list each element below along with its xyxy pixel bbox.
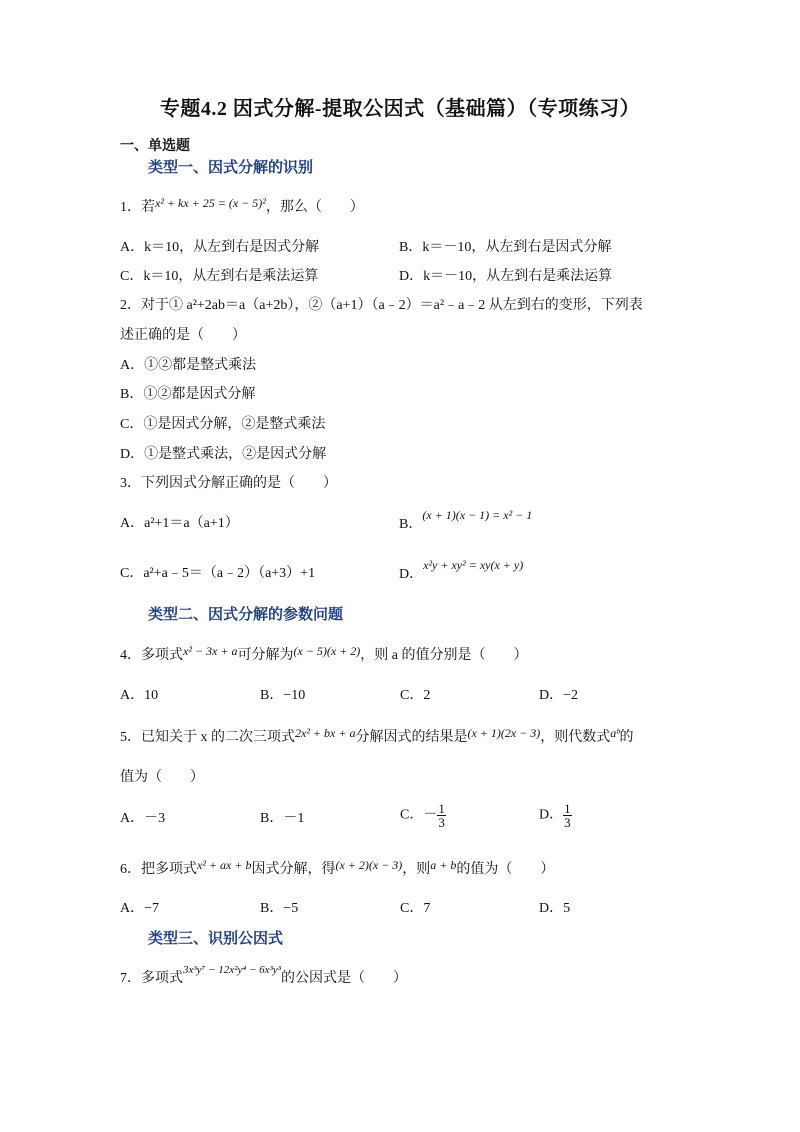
question-2-stem-line1: 2．对于① a²+2ab＝a（a+2b），②（a+1）（a﹣2）＝a²﹣a﹣2 从左到右的变形，下列表 (120, 298, 643, 313)
q6-option-d: D．5 (539, 901, 571, 916)
q4-option-a: A．10 (120, 688, 159, 703)
q5-number: 5．已知关于 x 的二次三项式 (120, 730, 295, 745)
q5-option-d (539, 802, 572, 829)
q6-tail-1: ，则 (402, 862, 431, 877)
question-4-stem (120, 646, 528, 665)
q3-option-d-label: D． (399, 567, 424, 582)
question-1-stem (120, 198, 364, 217)
q4-formula-1: x² − 3x + a (183, 644, 238, 658)
q1-option-c: C．k＝10，从左到右是乘法运算 (120, 269, 319, 284)
fraction-denominator: 3 (564, 815, 571, 830)
q6-formula-2: (x + 2)(x − 3) (335, 858, 403, 872)
q5-formula-2: (x + 1)(2x − 3) (467, 726, 541, 740)
q1-option-d: D．k＝－10，从左到右是乘法运算 (399, 269, 613, 284)
q3-option-c: C．a²+a﹣5＝（a﹣2）（a+3）+1 (120, 566, 316, 581)
q6-tail-2: 的值为（ ） (456, 862, 555, 877)
q1-number: 1．若 (120, 200, 155, 215)
q3-option-a: A．a²+1＝a（a+1） (120, 516, 239, 531)
fraction-denominator: 3 (438, 815, 445, 830)
q1-tail: ，那么（ ） (265, 200, 364, 215)
q5-option-d-label: D． (539, 807, 564, 823)
q1-formula: x² + kx + 25 = (x − 5)² (155, 196, 266, 210)
fraction-numerator: 1 (564, 801, 571, 816)
q5-option-d-fraction (563, 802, 572, 829)
question-5-stem-line1 (120, 728, 634, 747)
q3-option-b (399, 508, 533, 534)
q3-option-d (399, 558, 524, 584)
q5-option-b: B．－1 (260, 811, 305, 826)
q6-formula-3: a + b (430, 858, 457, 872)
q6-option-b: B．−5 (260, 901, 299, 916)
q5-option-c (400, 802, 446, 829)
q6-option-c: C．7 (400, 901, 431, 916)
q4-mid: 可分解为 (237, 648, 294, 663)
question-5-stem-line2: 值为（ ） (120, 770, 204, 785)
q1-option-b: B．k＝－10，从左到右是因式分解 (399, 240, 612, 255)
type-heading-2: 类型二、因式分解的参数问题 (148, 607, 344, 623)
q2-option-c: C．①是因式分解，②是整式乘法 (120, 417, 326, 432)
q3-option-b-formula: (x + 1)(x − 1) = x² − 1 (422, 508, 533, 522)
document-title: 专题4.2 因式分解-提取公因式（基础篇）（专项练习） (159, 98, 641, 120)
q3-option-b-label: B． (399, 517, 423, 532)
q2-option-d: D．①是整式乘法，②是因式分解 (120, 447, 327, 462)
question-7-stem (120, 964, 407, 988)
type-heading-1: 类型一、因式分解的识别 (148, 160, 314, 176)
q6-mid: 因式分解，得 (251, 862, 336, 877)
q1-option-a: A．k＝10，从左到右是因式分解 (120, 240, 320, 255)
question-3-stem: 3．下列因式分解正确的是（ ） (120, 476, 337, 491)
q4-number: 4．多项式 (120, 648, 183, 663)
q5-tail-1: ，则代数式 (540, 730, 611, 745)
q6-number: 6．把多项式 (120, 862, 197, 877)
q4-option-d: D．−2 (539, 688, 579, 703)
section-heading: 一、单选题 (120, 139, 190, 154)
q5-option-a: A．－3 (120, 811, 166, 826)
q5-formula-1: 2x² + bx + a (295, 726, 356, 740)
fraction-numerator: 1 (438, 801, 445, 816)
q2-option-b: B．①②都是因式分解 (120, 387, 256, 402)
type-heading-3: 类型三、识别公因式 (148, 931, 284, 947)
q7-formula: 3x³y⁷ − 12x²y⁴ − 6x³y³ (183, 964, 281, 976)
q4-tail: ，则 a 的值分别是（ ） (360, 648, 528, 663)
q2-option-a: A．①②都是整式乘法 (120, 358, 257, 373)
q7-tail: 的公因式是（ ） (280, 971, 407, 986)
q7-number: 7．多项式 (120, 971, 183, 986)
q5-mid: 分解因式的结果是 (355, 730, 468, 745)
q6-formula-1: x² + ax + b (197, 858, 252, 872)
question-2-stem-line2: 述正确的是（ ） (120, 328, 246, 343)
q5-option-c-fraction (437, 802, 446, 829)
q5-option-c-label: C．－ (400, 807, 438, 823)
q4-formula-2: (x − 5)(x + 2) (293, 644, 361, 658)
q4-option-c: C．2 (400, 688, 431, 703)
q3-option-d-formula: x²y + xy² = xy(x + y) (423, 558, 524, 572)
question-6-stem (120, 860, 554, 879)
q4-option-b: B．−10 (260, 688, 306, 703)
q5-formula-3: aᵇ (610, 726, 620, 740)
q6-option-a: A．−7 (120, 901, 160, 916)
q5-tail-2: 的 (619, 730, 634, 745)
